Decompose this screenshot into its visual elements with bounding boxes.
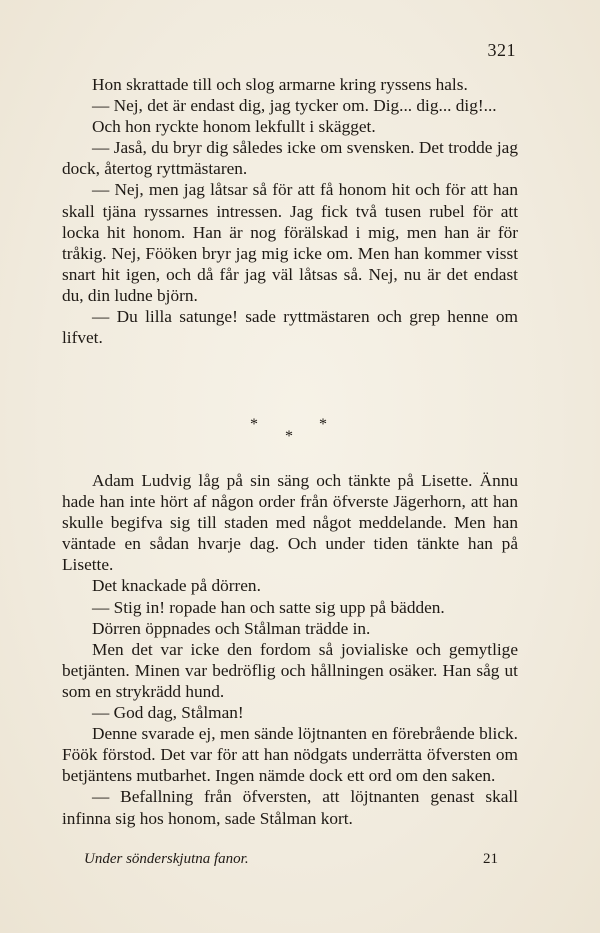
- paragraph: — Du lilla satunge! sade ryttmästaren och grep henne om lifvet.: [62, 307, 518, 348]
- paragraph: — God dag, Stålman!: [92, 703, 244, 723]
- paragraph: — Befallning från öfversten, att löjtnanten genast skall infinna sig hos honom, sade Stålman kort.: [62, 787, 518, 828]
- book-title-footer: Under sönderskjutna fanor.: [84, 851, 249, 867]
- paragraph: — Stig in! ropade han och satte sig upp på bädden.: [92, 597, 445, 617]
- page-footer: [84, 851, 498, 868]
- asterisk-middle: *: [285, 428, 293, 445]
- paragraph: — Jaså, du bryr dig således icke om svensken. Det trodde jag dock, återtog ryttmästaren.: [62, 138, 518, 179]
- paragraph: Denne svarade ej, men sände löjtnanten en förebrående blick. Föök förstod. Det var för att han nödgats underrätta öfversten om betjäntens mutbarhet. Ingen nämde dock ett ord om den saken.: [62, 724, 518, 786]
- signature-mark: 21: [483, 851, 498, 867]
- page-number: 321: [487, 40, 516, 60]
- paragraph: Hon skrattade till och slog armarne kring ryssens hals.: [92, 75, 468, 94]
- paragraph: Men det var icke den fordom så jovialiske och gemytlige betjänten. Minen var bedröflig och hållningen osäker. Han såg ut som en strykrädd hund.: [62, 639, 518, 701]
- paragraph: Och hon ryckte honom lekfullt i skägget.: [92, 117, 376, 137]
- paragraph: — Nej, det är endast dig, jag tycker om. Dig... dig... dig!...: [92, 96, 497, 116]
- paragraph: Dörren öppnades och Stålman trädde in.: [92, 618, 371, 638]
- asterisk-right: *: [319, 416, 327, 433]
- asterisk-left: *: [250, 416, 258, 433]
- paragraph: Det knackade på dörren.: [92, 576, 261, 596]
- paragraph: — Nej, men jag låtsar så för att få honom hit och för att han skall tjäna ryssarnes intressen. Jag fick två tusen rubel för att locka hit honom. Han är nog förälskad i mig, men han är för tråkig. Nej, Fööken bryr jag mig icke om. Men han kommer visst snart hit igen, och då får jag väl låtsas så. Nej, nu är det endast du, din ludne björn.: [62, 180, 518, 305]
- paragraph: Adam Ludvig låg på sin säng och tänkte på Lisette. Ännu hade han inte hört af någon order från öfverste Jägerhorn, att han skulle begifva sig till staden med något meddelande. Men han väntade en sådan hvarje dag. Och under tiden tänkte han på Lisette.: [62, 471, 518, 575]
- text-section-2: [62, 470, 518, 829]
- section-separator: [0, 416, 600, 456]
- text-section-1: [62, 74, 518, 348]
